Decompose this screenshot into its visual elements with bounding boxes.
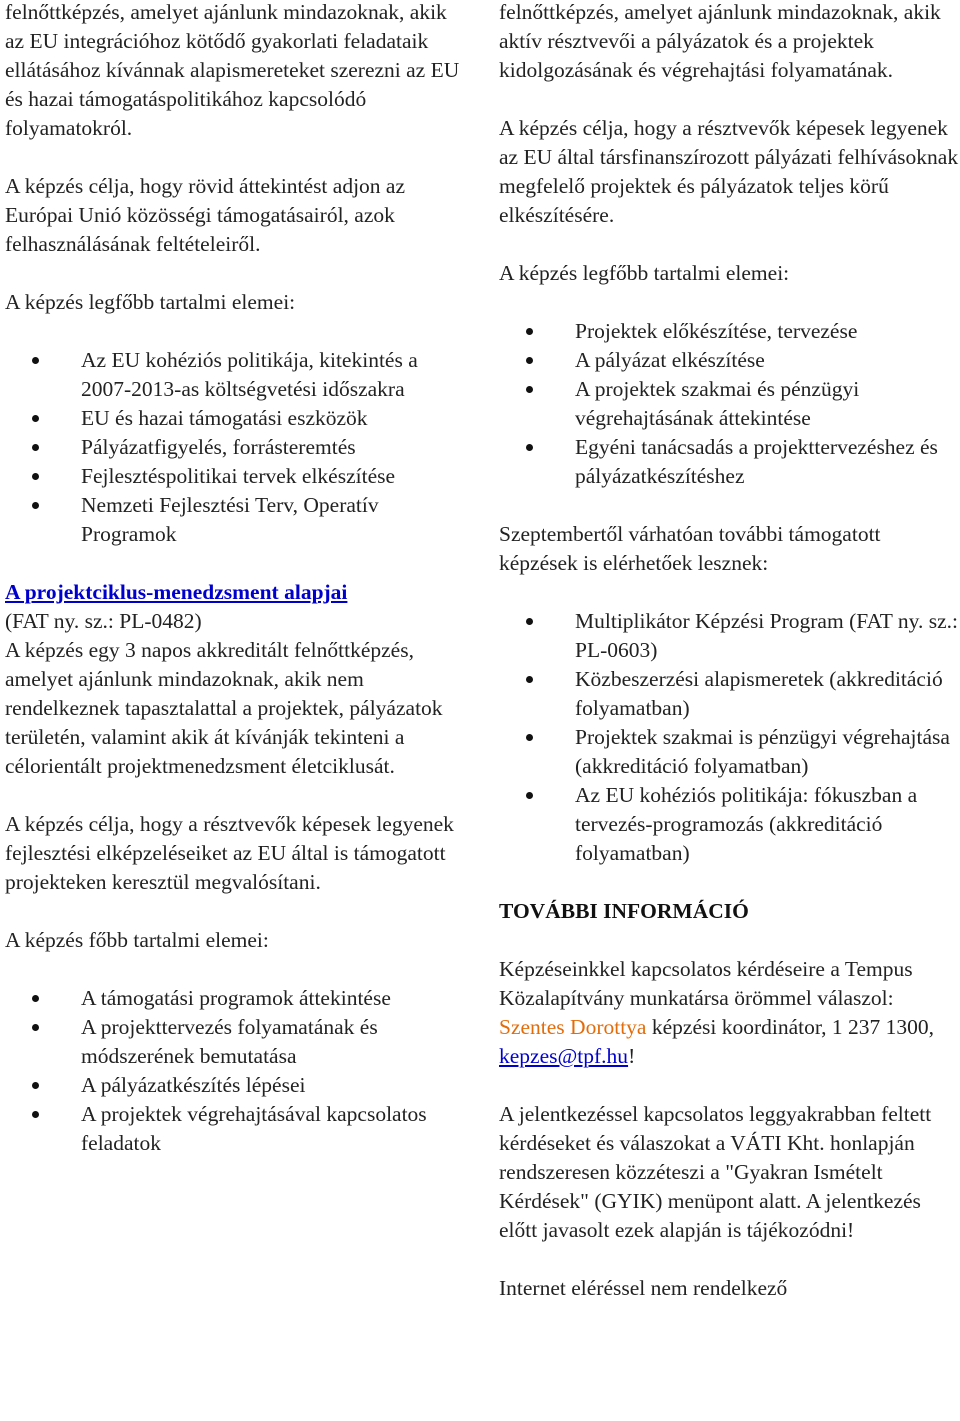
list-item xyxy=(499,665,959,723)
list-item-text: A pályázat elkészítése xyxy=(575,348,765,372)
list-item xyxy=(5,462,470,491)
list-item xyxy=(5,1013,470,1071)
bullet-icon xyxy=(32,415,39,422)
bullet-icon xyxy=(32,444,39,451)
list-item-text: Az EU kohéziós politikája: fókuszban a tervezés-programozás (akkreditáció folyamatban) xyxy=(575,783,918,865)
bullet-icon xyxy=(32,1082,39,1089)
list-item xyxy=(5,433,470,462)
pcm-contents-list xyxy=(5,984,470,1158)
contact-email-link[interactable]: kepzes@tpf.hu xyxy=(499,1044,629,1068)
list-item xyxy=(499,781,959,868)
list-item xyxy=(499,346,959,375)
bullet-icon xyxy=(526,328,533,335)
bullet-icon xyxy=(32,1024,39,1031)
more-info-heading: TOVÁBBI INFORMÁCIÓ xyxy=(499,899,749,923)
list-item xyxy=(5,491,470,549)
contact-text-end: ! xyxy=(628,1044,636,1068)
list-item-text: Multiplikátor Képzési Program (FAT ny. sz.: PL-0603) xyxy=(575,609,958,662)
pcm-aim-paragraph: A képzés célja, hogy a résztvevők képesek legyenek fejlesztési elképzeléseiket az EU által is támogatott projekteken keresztül megvalósítani. xyxy=(5,812,454,894)
list-item xyxy=(499,375,959,433)
right-intro-paragraph: felnőttképzés, amelyet ajánlunk mindazoknak, akik aktív résztvevői a pályázatok és a projektek kidolgozásának és végrehajtási folyamatának. xyxy=(499,0,941,82)
list-item-text: Az EU kohéziós politikája, kitekintés a 2007-2013-as költségvetési időszakra xyxy=(81,348,418,401)
bullet-icon xyxy=(32,357,39,364)
left-contents-label: A képzés legfőbb tartalmi elemei: xyxy=(5,290,296,314)
contact-name: Szentes Dorottya xyxy=(499,1015,647,1039)
right-aim-paragraph: A képzés célja, hogy a résztvevők képesek legyenek az EU által társfinanszírozott pályázati felhívásoknak megfelelő projektek és pályázatok teljes körű elkészítésére. xyxy=(499,116,959,227)
faq-paragraph: A jelentkezéssel kapcsolatos leggyakrabban feltett kérdéseket és válaszokat a VÁTI Kht. honlapján rendszeresen közzéteszi a "Gyakran Ismételt Kérdések" (GYIK) menüpont alatt. A jelentkezés előtt javasolt ezek alapján is tájékozódni! xyxy=(499,1102,932,1242)
pcm-description: A képzés egy 3 napos akkreditált felnőttképzés, amelyet ajánlunk mindazoknak, akik nem rendelkeznek tapasztalattal a projektek, pályázatok területén, valamint akik át kívánják tekinteni a célorientált projektmenedzsment életciklusát. xyxy=(5,638,443,778)
bullet-icon xyxy=(526,386,533,393)
right-contents-label: A képzés legfőbb tartalmi elemei: xyxy=(499,261,790,285)
list-item xyxy=(5,1100,470,1158)
list-item-text: Közbeszerzési alapismeretek (akkreditáció folyamatban) xyxy=(575,667,943,720)
list-item-text: Fejlesztéspolitikai tervek elkészítése xyxy=(81,464,396,488)
pcm-contents-label: A képzés főbb tartalmi elemei: xyxy=(5,928,269,952)
list-item-text: EU és hazai támogatási eszközök xyxy=(81,406,368,430)
list-item-text: Nemzeti Fejlesztési Terv, Operatív Programok xyxy=(81,493,379,546)
left-aim-paragraph: A képzés célja, hogy rövid áttekintést adjon az Európai Unió közösségi támogatásairól, azok felhasználásának feltételeiről. xyxy=(5,174,406,256)
left-intro-paragraph: felnőttképzés, amelyet ajánlunk mindazoknak, akik az EU integrációhoz kötődő gyakorlati feladataik ellátásához kívánnak alapismereteket szerezni az EU és hazai támogatáspolitikához kapcsolódó folyamatokról. xyxy=(5,0,460,140)
list-item-text: A projektek végrehajtásával kapcsolatos feladatok xyxy=(81,1102,427,1155)
list-item-text: Projektek előkészítése, tervezése xyxy=(575,319,858,343)
left-contents-list xyxy=(5,346,470,549)
contact-paragraph xyxy=(499,955,959,1071)
bullet-icon xyxy=(32,995,39,1002)
bullet-icon xyxy=(526,792,533,799)
list-item-text: A támogatási programok áttekintése xyxy=(81,986,391,1010)
bullet-icon xyxy=(32,502,39,509)
right-contents-list xyxy=(499,317,959,491)
internet-paragraph: Internet eléréssel nem rendelkező xyxy=(499,1276,788,1300)
list-item-text: A pályázatkészítés lépései xyxy=(81,1073,306,1097)
pcm-title-link[interactable]: A projektciklus-menedzsment alapjai xyxy=(5,580,348,604)
upcoming-courses-list xyxy=(499,607,959,868)
list-item xyxy=(5,346,470,404)
bullet-icon xyxy=(526,357,533,364)
pcm-code: (FAT ny. sz.: PL-0482) xyxy=(5,609,202,633)
list-item-text: Pályázatfigyelés, forrásteremtés xyxy=(81,435,356,459)
bullet-icon xyxy=(32,473,39,480)
list-item xyxy=(5,404,470,433)
list-item xyxy=(499,433,959,491)
list-item-text: A projekttervezés folyamatának és módszerének bemutatása xyxy=(81,1015,378,1068)
contact-text-mid: képzési koordinátor, 1 237 1300, xyxy=(646,1015,935,1039)
left-column xyxy=(5,0,470,1187)
bullet-icon xyxy=(526,734,533,741)
list-item-text: A projektek szakmai és pénzügyi végrehajtásának áttekintése xyxy=(575,377,860,430)
bullet-icon xyxy=(526,444,533,451)
list-item xyxy=(5,1071,470,1100)
right-column xyxy=(499,0,959,1303)
bullet-icon xyxy=(32,1111,39,1118)
list-item xyxy=(5,984,470,1013)
list-item xyxy=(499,607,959,665)
september-paragraph: Szeptembertől várhatóan további támogatott képzések is elérhetőek lesznek: xyxy=(499,522,881,575)
list-item-text: Egyéni tanácsadás a projekttervezéshez és pályázatkészítéshez xyxy=(575,435,938,488)
contact-text-pre: Képzéseinkkel kapcsolatos kérdéseire a Tempus Közalapítvány munkatársa örömmel válaszol: xyxy=(499,957,913,1010)
bullet-icon xyxy=(526,618,533,625)
list-item xyxy=(499,723,959,781)
bullet-icon xyxy=(526,676,533,683)
list-item-text: Projektek szakmai is pénzügyi végrehajtása (akkreditáció folyamatban) xyxy=(575,725,950,778)
list-item xyxy=(499,317,959,346)
